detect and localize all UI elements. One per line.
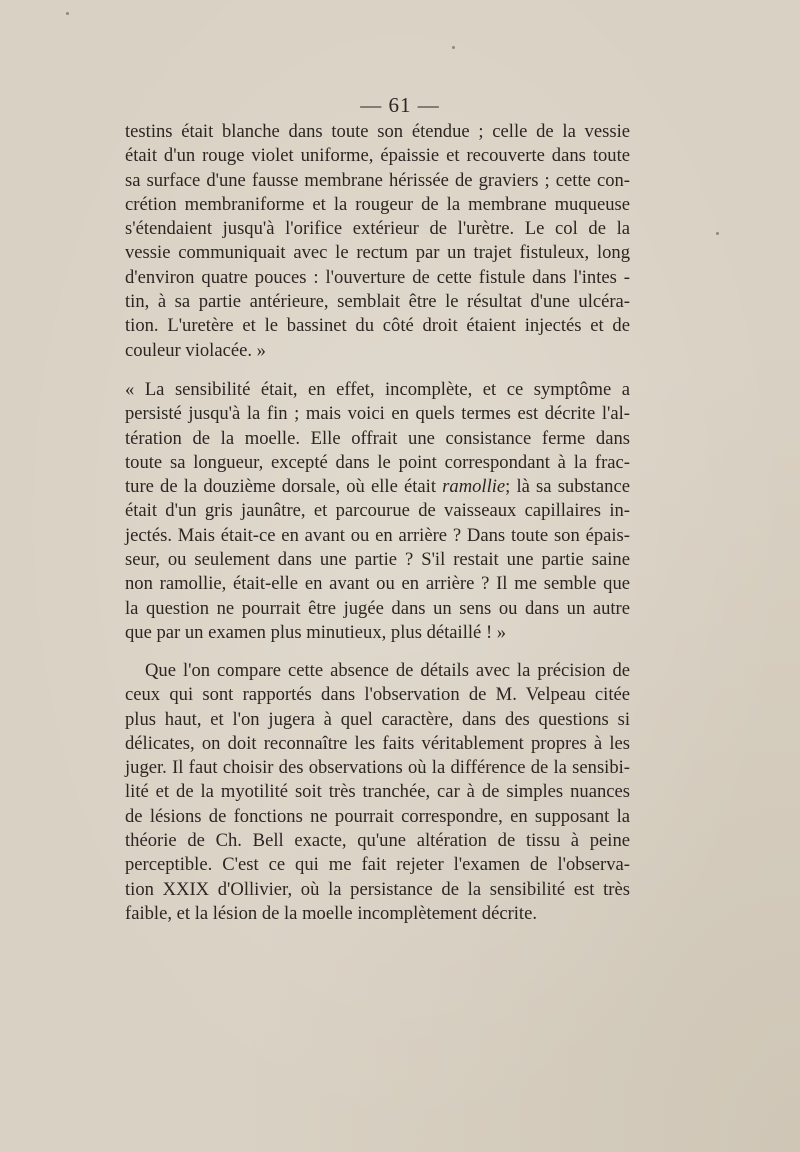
text-line: jectés. Mais était-ce en avant ou en arrière ? Dans toute son épais- <box>125 524 630 546</box>
text-line: lité et de la myotilité soit très tranchée, car à de simples nuances <box>125 781 630 803</box>
text-line: faible, et la lésion de la moelle incomplètement décrite. <box>125 902 537 924</box>
text-line: couleur violacée. » <box>125 339 266 361</box>
paper-speck <box>716 232 719 235</box>
paragraph-3 <box>125 659 630 926</box>
text-line: la question ne pourrait être jugée dans un sens ou dans un autre <box>125 597 630 619</box>
text-line-mixed <box>125 475 630 499</box>
text-segment: ; là sa substance <box>505 476 630 498</box>
text-line: délicates, on doit reconnaître les faits véritablement propres à les <box>125 732 630 754</box>
text-line: d'environ quatre pouces : l'ouverture de cette fistule dans l'intes - <box>125 266 630 288</box>
text-line: s'étendaient jusqu'à l'orifice extérieur de l'urètre. Le col de la <box>125 218 630 240</box>
text-line: de lésions de fonctions ne pourrait correspondre, en supposant la <box>125 805 630 827</box>
paper-speck <box>452 46 455 49</box>
text-line: Que l'on compare cette absence de détails avec la précision de <box>145 660 630 681</box>
text-line: vessie communiquait avec le rectum par un trajet fistuleux, long <box>125 242 630 264</box>
text-line: toute sa longueur, excepté dans le point correspondant à la frac- <box>125 451 630 473</box>
text-line: sa surface d'une fausse membrane hérissée de graviers ; cette con- <box>125 169 630 191</box>
page-number: — 61 — <box>360 93 440 117</box>
text-line: ceux qui sont rapportés dans l'observation de M. Velpeau citée <box>125 684 630 706</box>
text-line: théorie de Ch. Bell exacte, qu'une altération de tissu à peine <box>125 830 630 852</box>
text-line: « La sensibilité était, en effet, incomplète, et ce symptôme a <box>125 379 630 400</box>
text-line: juger. Il faut choisir des observations où la différence de la sensibi- <box>125 757 630 779</box>
text-segment: ture de la douzième dorsale, où elle était <box>125 476 436 498</box>
text-line: persisté jusqu'à la fin ; mais voici en quels termes est décrite l'al- <box>125 403 630 425</box>
paper-speck <box>66 12 69 15</box>
text-line: tion. L'uretère et le bassinet du côté droit étaient injectés et de <box>125 315 630 337</box>
text-line: seur, ou seulement dans une partie ? S'il restait une partie saine <box>125 549 630 571</box>
text-line: testins était blanche dans toute son étendue ; celle de la vessie <box>125 121 630 142</box>
text-line: était d'un rouge violet uniforme, épaissie et recouverte dans toute <box>125 145 630 167</box>
text-line: crétion membraniforme et la rougeur de la membrane muqueuse <box>125 193 630 215</box>
paragraph-2 <box>125 378 630 645</box>
text-line: tin, à sa partie antérieure, semblait être le résultat d'une ulcéra- <box>125 291 630 313</box>
italic-term: ramollie <box>442 476 506 498</box>
paragraph-1 <box>125 120 630 363</box>
text-line: que par un examen plus minutieux, plus détaillé ! » <box>125 621 507 643</box>
text-line: plus haut, et l'on jugera à quel caractère, dans des questions si <box>125 708 630 730</box>
text-line: tion XXIX d'Ollivier, où la persistance de la sensibilité est très <box>125 878 630 900</box>
text-line: perceptible. C'est ce qui me fait rejeter l'examen de l'observa- <box>125 854 630 876</box>
text-line: tération de la moelle. Elle offrait une consistance ferme dans <box>125 427 630 449</box>
text-line: non ramollie, était-elle en avant ou en arrière ? Il me semble que <box>125 573 630 595</box>
text-line: était d'un gris jaunâtre, et parcourue de vaisseaux capillaires in- <box>125 500 630 522</box>
